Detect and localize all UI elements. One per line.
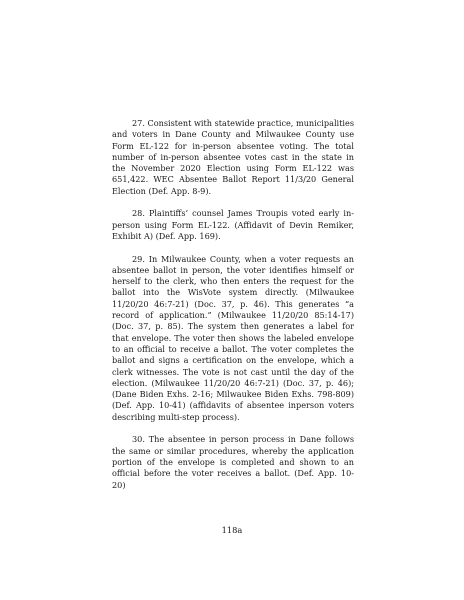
paragraph-30: 30. The absentee in person process in Dane follows the same or similar procedures, whereby the application portion of the envelope is completed and shown to an official before the voter receives a ballot. (Def. App. 10-20) <box>112 434 354 490</box>
paragraph-28: 28. Plaintiffs’ counsel James Troupis voted early in-person using Form EL-122. (Affidavit of Devin Remiker, Exhibit A) (Def. App. 169). <box>112 208 354 241</box>
paragraph-29: 29. In Milwaukee County, when a voter requests an absentee ballot in person, the voter identifies himself or herself to the clerk, who then enters the request for the ballot into the WisVote system directly. (Milwaukee 11/20/20 46:7-21) (Doc. 37, p. 46). This generates “a record of application.” (Milwaukee 11/20/20 85:14-17) (Doc. 37, p. 85). The system then generates a label for that envelope. The voter then shows the labeled envelope to an official to receive a ballot. The voter completes the ballot and signs a certification on the envelope, which a clerk witnesses. The vote is not cast until the day of the election. (Milwaukee 11/20/20 46:7-21) (Doc. 37, p. 46); (Dane Biden Exhs. 2-16; Milwaukee Biden Exhs. 798-809) (Def. App. 10-41) (affidavits of absentee inperson voters describing multi-step process). <box>112 253 354 422</box>
document-page <box>112 118 354 502</box>
page-number: 118a <box>221 525 243 535</box>
paragraph-27: 27. Consistent with statewide practice, municipalities and voters in Dane County and Milwaukee County use Form EL-122 for in-person absentee voting. The total number of in-person absentee votes cast in the state in the November 2020 Election using Form EL-122 was 651,422. WEC Absentee Ballot Report 11/3/20 General Election (Def. App. 8-9). <box>112 118 354 196</box>
